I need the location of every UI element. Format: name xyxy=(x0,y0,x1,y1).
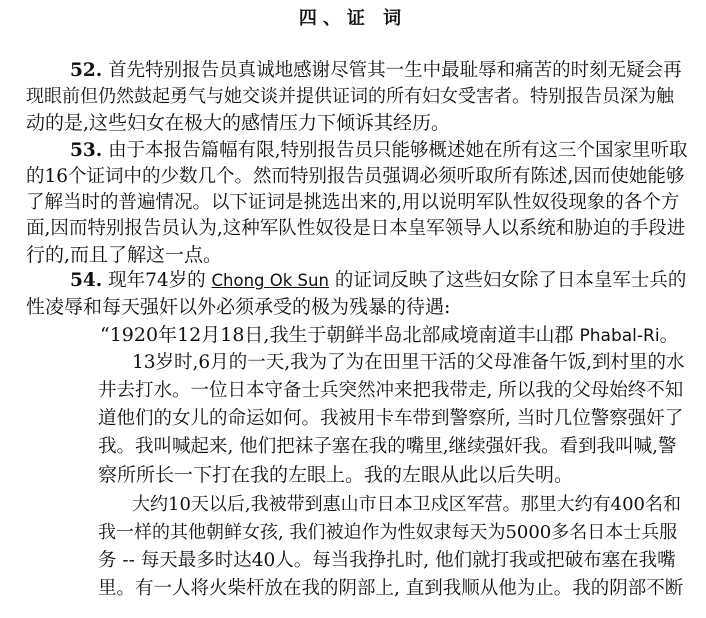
paragraph-53-line-4: 面,因而特别报告员认为,这种军队性奴役是日本皇军领导人以系统和胁迫的手段进 xyxy=(26,218,686,239)
quote-text: “1920年12月18日,我生于朝鲜半岛北部咸境南道丰山郡 xyxy=(100,324,580,346)
quote-line-5: 我。我叫喊起来, 他们把袜子塞在我的嘴里,继续强奸我。看到我叫喊,警 xyxy=(98,436,677,457)
paragraph-53-line-2: 的16个证词中的少数几个。然而特别报告员强调必须听取所有陈述,因而使她能够 xyxy=(26,166,685,187)
place-name: Phabal-Ri xyxy=(579,326,660,346)
quote-text: 。 xyxy=(659,324,679,346)
paragraph-52-line-3: 动的是,这些妇女在极大的感情压力下倾诉其经历。 xyxy=(26,112,451,134)
paragraph-number: 54. xyxy=(70,270,103,291)
paragraph-53-line-5: 行的,而且了解这一点。 xyxy=(26,244,223,266)
paragraph-52-line-2: 现眼前但仍然鼓起勇气与她交谈并提供证词的所有妇女受害者。特别报告员深为触 xyxy=(26,86,674,107)
section-title: 四、证 词 xyxy=(298,8,408,29)
quote-line-9: 务 -- 每天最多时达40人。每当我挣扎时, 他们就打我或把破布塞在我嘴 xyxy=(98,550,676,571)
quote-line-3: 井去打水。一位日本守备士兵突然冲来把我带走, 所以我的父母始终不知 xyxy=(98,380,684,401)
paragraph-53-line-1 xyxy=(70,138,687,164)
paragraph-number: 53. xyxy=(70,140,103,161)
paragraph-text: 的证词反映了这些妇女除了日本皇军士兵的 xyxy=(328,270,687,291)
quote-line-7: 大约10天以后,我被带到惠山市日本卫戍区军营。那里大约有400名和 xyxy=(132,494,681,515)
paragraph-53-line-3: 了解当时的普遍情况。以下证词是挑选出来的,用以说明军队性奴役现象的各个方 xyxy=(26,192,680,213)
quote-line-8: 我一样的其他朝鲜女孩, 我们被迫作为性奴隶每天为5000多名日本士兵服 xyxy=(98,522,678,543)
quote-line-4: 道他们的女儿的命运如何。我被用卡车带到警察所, 当时几位警察强奸了 xyxy=(98,408,684,429)
paragraph-text: 首先特别报告员真诚地感谢尽管其一生中最耻辱和痛苦的时刻无疑会再 xyxy=(108,60,682,81)
paragraph-text: 现年74岁的 xyxy=(108,270,212,291)
paragraph-54-line-1 xyxy=(70,268,686,294)
quote-line-2: 13岁时,6月的一天,我为了为在田里干活的父母准备午饭,到村里的水 xyxy=(132,352,685,373)
paragraph-text: 由于本报告篇幅有限,特别报告员只能够概述她在所有这三个国家里听取 xyxy=(108,140,688,161)
quote-line-10: 里。有一人将火柴杆放在我的阴部上, 直到我顺从他为止。我的阴部不断 xyxy=(98,578,684,599)
paragraph-52-line-1 xyxy=(70,58,682,84)
quote-line-1 xyxy=(100,322,679,349)
paragraph-number: 52. xyxy=(70,60,103,81)
quote-line-6: 察所所长一下打在我的左眼上。我的左眼从此以后失明。 xyxy=(98,464,574,486)
person-name: Chong Ok Sun xyxy=(211,271,329,290)
paragraph-54-line-2: 性凌辱和每天强奸以外必须承受的极为残暴的待遇: xyxy=(26,296,451,318)
